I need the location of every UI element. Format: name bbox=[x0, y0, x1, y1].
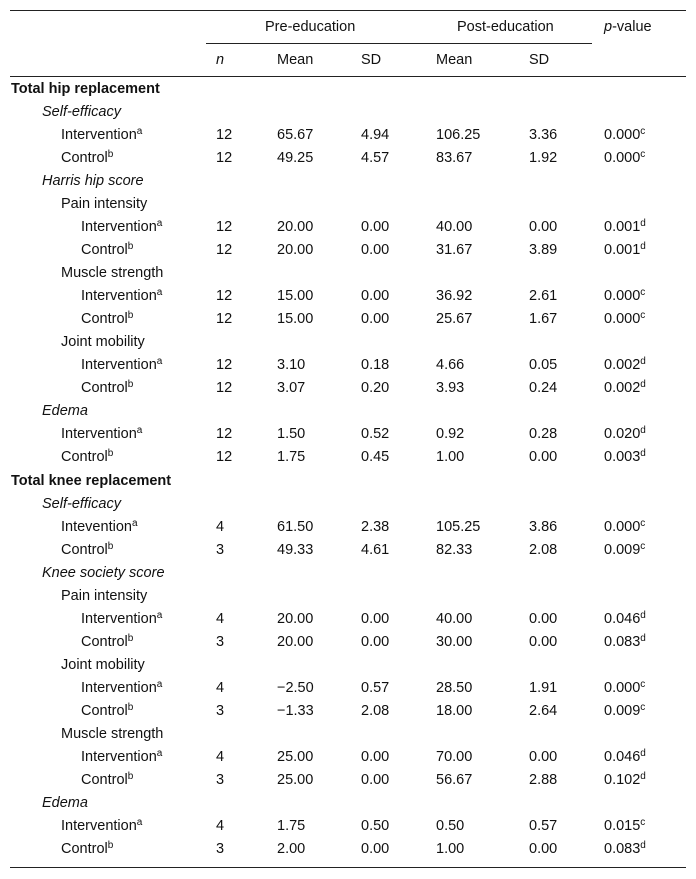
row-label bbox=[81, 701, 133, 721]
cell-post-mean: 18.00 bbox=[436, 703, 473, 719]
p-value-text: 0.000 bbox=[604, 311, 641, 327]
p-value-text: 0.015 bbox=[604, 818, 641, 834]
cell-pre-sd: 0.57 bbox=[361, 680, 390, 696]
cell-pre-sd: 0.00 bbox=[361, 749, 390, 765]
row-label-text: Total hip replacement bbox=[11, 81, 160, 97]
row-label bbox=[61, 424, 142, 444]
row-label bbox=[11, 79, 160, 99]
row-label-superscript: a bbox=[156, 356, 163, 367]
row-label bbox=[11, 471, 171, 491]
cell-post-mean: 105.25 bbox=[436, 519, 481, 535]
row-label-superscript: b bbox=[107, 448, 114, 459]
row-label-text: Muscle strength bbox=[61, 726, 164, 742]
row-label bbox=[61, 194, 147, 214]
p-value-superscript: d bbox=[640, 448, 646, 459]
row-label bbox=[81, 747, 162, 767]
row-label-superscript: b bbox=[127, 633, 134, 644]
cell-post-mean: 28.50 bbox=[436, 680, 473, 696]
cell-pre-mean: −1.33 bbox=[277, 703, 314, 719]
cell-p-value bbox=[604, 217, 646, 237]
cell-post-sd: 0.57 bbox=[529, 818, 558, 834]
cell-p-value bbox=[604, 839, 646, 859]
cell-post-sd: 0.00 bbox=[529, 749, 558, 765]
header-pre-sd: SD bbox=[361, 52, 382, 68]
p-value-text: 0.000 bbox=[604, 150, 641, 166]
p-value-text: 0.020 bbox=[604, 426, 641, 442]
header-post-education: Post-education bbox=[457, 19, 554, 35]
cell-post-mean: 0.92 bbox=[436, 426, 465, 442]
cell-pre-sd: 0.00 bbox=[361, 311, 390, 327]
p-value-superscript: d bbox=[640, 633, 646, 644]
cell-post-mean: 25.67 bbox=[436, 311, 473, 327]
cell-pre-mean: 3.10 bbox=[277, 357, 306, 373]
cell-pre-sd: 0.52 bbox=[361, 426, 390, 442]
row-label-text: Intervention bbox=[81, 680, 157, 696]
row-label bbox=[81, 770, 133, 790]
row-label-text: Control bbox=[81, 703, 128, 719]
cell-pre-sd: 0.00 bbox=[361, 242, 390, 258]
cell-post-sd: 0.00 bbox=[529, 841, 558, 857]
cell-p-value bbox=[604, 816, 645, 836]
cell-p-value bbox=[604, 424, 646, 444]
row-label bbox=[81, 609, 162, 629]
cell-p-value bbox=[604, 632, 646, 652]
cell-p-value bbox=[604, 447, 646, 467]
row-label-superscript: a bbox=[131, 518, 138, 529]
row-label-text: Control bbox=[61, 542, 108, 558]
p-value-superscript: d bbox=[640, 241, 646, 252]
p-value-superscript: c bbox=[640, 817, 646, 828]
cell-pre-sd: 0.50 bbox=[361, 818, 390, 834]
cell-pre-sd: 0.00 bbox=[361, 634, 390, 650]
header-spanner-rule bbox=[206, 43, 592, 44]
cell-post-sd: 0.00 bbox=[529, 219, 558, 235]
cell-post-sd: 3.86 bbox=[529, 519, 558, 535]
cell-pre-sd: 2.08 bbox=[361, 703, 390, 719]
cell-pre-mean: 20.00 bbox=[277, 219, 314, 235]
cell-n: 3 bbox=[216, 634, 225, 650]
row-label-text: Intervention bbox=[81, 219, 157, 235]
cell-pre-mean: 15.00 bbox=[277, 288, 314, 304]
row-label bbox=[42, 102, 121, 122]
cell-post-mean: 3.93 bbox=[436, 380, 465, 396]
cell-post-sd: 3.89 bbox=[529, 242, 558, 258]
row-label-text: Joint mobility bbox=[61, 657, 145, 673]
cell-pre-mean: 20.00 bbox=[277, 611, 314, 627]
row-label-superscript: b bbox=[127, 771, 134, 782]
row-label-text: Joint mobility bbox=[61, 334, 145, 350]
cell-post-sd: 1.67 bbox=[529, 311, 558, 327]
cell-p-value bbox=[604, 770, 646, 790]
row-label bbox=[81, 240, 133, 260]
p-value-text: 0.083 bbox=[604, 841, 641, 857]
p-value-superscript: c bbox=[640, 518, 646, 529]
p-value-superscript: c bbox=[640, 287, 646, 298]
row-label-text: Intervention bbox=[81, 288, 157, 304]
cell-p-value bbox=[604, 125, 645, 145]
cell-post-sd: 0.00 bbox=[529, 449, 558, 465]
cell-n: 3 bbox=[216, 703, 225, 719]
row-label-superscript: a bbox=[156, 679, 163, 690]
row-label-text: Intervention bbox=[81, 611, 157, 627]
row-label-text: Total knee replacement bbox=[11, 473, 172, 489]
cell-pre-mean: 20.00 bbox=[277, 634, 314, 650]
cell-post-sd: 0.28 bbox=[529, 426, 558, 442]
cell-pre-mean: −2.50 bbox=[277, 680, 314, 696]
row-label-text: Control bbox=[61, 150, 108, 166]
cell-p-value bbox=[604, 240, 646, 260]
cell-pre-mean: 25.00 bbox=[277, 749, 314, 765]
row-label bbox=[61, 332, 145, 352]
cell-n: 4 bbox=[216, 611, 225, 627]
row-label bbox=[61, 447, 113, 467]
cell-post-sd: 2.61 bbox=[529, 288, 558, 304]
p-value-text: 0.003 bbox=[604, 449, 641, 465]
cell-pre-sd: 0.20 bbox=[361, 380, 390, 396]
row-label-superscript: a bbox=[136, 817, 143, 828]
row-label-text: Control bbox=[61, 841, 108, 857]
cell-pre-mean: 20.00 bbox=[277, 242, 314, 258]
cell-pre-mean: 2.00 bbox=[277, 841, 306, 857]
row-label-text: Harris hip score bbox=[42, 173, 144, 189]
cell-post-sd: 0.00 bbox=[529, 611, 558, 627]
p-value-superscript: c bbox=[640, 126, 646, 137]
cell-pre-mean: 49.25 bbox=[277, 150, 314, 166]
cell-pre-sd: 4.61 bbox=[361, 542, 390, 558]
cell-n: 12 bbox=[216, 426, 233, 442]
row-label-superscript: a bbox=[156, 610, 163, 621]
cell-post-mean: 56.67 bbox=[436, 772, 473, 788]
p-value-superscript: c bbox=[640, 679, 646, 690]
cell-p-value bbox=[604, 148, 645, 168]
cell-n: 3 bbox=[216, 772, 225, 788]
p-value-superscript: c bbox=[640, 149, 646, 160]
row-label-text: Self-efficacy bbox=[42, 496, 121, 512]
header-p-rest: -value bbox=[612, 19, 652, 35]
row-label bbox=[61, 517, 138, 537]
row-label-text: Pain intensity bbox=[61, 588, 148, 604]
cell-post-mean: 1.00 bbox=[436, 449, 465, 465]
cell-post-sd: 2.88 bbox=[529, 772, 558, 788]
cell-pre-sd: 0.00 bbox=[361, 841, 390, 857]
row-label bbox=[81, 678, 162, 698]
row-label-superscript: a bbox=[156, 748, 163, 759]
row-label-text: Control bbox=[81, 380, 128, 396]
cell-p-value bbox=[604, 309, 645, 329]
row-label-superscript: a bbox=[156, 287, 163, 298]
p-value-superscript: d bbox=[640, 379, 646, 390]
cell-post-sd: 3.36 bbox=[529, 127, 558, 143]
p-value-text: 0.000 bbox=[604, 288, 641, 304]
cell-post-mean: 70.00 bbox=[436, 749, 473, 765]
cell-n: 12 bbox=[216, 449, 233, 465]
cell-pre-mean: 61.50 bbox=[277, 519, 314, 535]
cell-post-mean: 106.25 bbox=[436, 127, 481, 143]
cell-n: 12 bbox=[216, 242, 233, 258]
bottom-rule bbox=[10, 867, 686, 868]
p-value-superscript: d bbox=[640, 748, 646, 759]
p-value-text: 0.009 bbox=[604, 703, 641, 719]
p-value-text: 0.046 bbox=[604, 749, 641, 765]
p-value-text: 0.002 bbox=[604, 380, 641, 396]
cell-pre-mean: 1.75 bbox=[277, 818, 306, 834]
cell-n: 12 bbox=[216, 288, 233, 304]
cell-post-sd: 2.08 bbox=[529, 542, 558, 558]
cell-post-mean: 30.00 bbox=[436, 634, 473, 650]
row-label bbox=[81, 309, 133, 329]
cell-n: 12 bbox=[216, 127, 233, 143]
p-value-superscript: d bbox=[640, 840, 646, 851]
cell-n: 4 bbox=[216, 818, 225, 834]
row-label-text: Control bbox=[81, 772, 128, 788]
cell-post-mean: 1.00 bbox=[436, 841, 465, 857]
row-label-superscript: a bbox=[156, 218, 163, 229]
p-value-superscript: c bbox=[640, 310, 646, 321]
p-value-superscript: d bbox=[640, 425, 646, 436]
row-label bbox=[42, 793, 88, 813]
cell-n: 12 bbox=[216, 311, 233, 327]
row-label bbox=[61, 263, 163, 283]
row-label bbox=[81, 632, 133, 652]
row-label-superscript: b bbox=[107, 149, 114, 160]
cell-p-value bbox=[604, 747, 646, 767]
cell-pre-mean: 49.33 bbox=[277, 542, 314, 558]
row-label bbox=[42, 494, 121, 514]
cell-pre-mean: 3.07 bbox=[277, 380, 306, 396]
cell-post-sd: 0.00 bbox=[529, 634, 558, 650]
row-label-text: Muscle strength bbox=[61, 265, 164, 281]
cell-pre-mean: 25.00 bbox=[277, 772, 314, 788]
p-value-text: 0.009 bbox=[604, 542, 641, 558]
cell-post-sd: 1.92 bbox=[529, 150, 558, 166]
cell-post-sd: 0.24 bbox=[529, 380, 558, 396]
cell-pre-mean: 1.75 bbox=[277, 449, 306, 465]
row-label bbox=[61, 816, 142, 836]
row-label-text: Self-efficacy bbox=[42, 104, 121, 120]
row-label bbox=[81, 286, 162, 306]
row-label-text: Intervention bbox=[81, 749, 157, 765]
cell-pre-sd: 4.57 bbox=[361, 150, 390, 166]
cell-post-mean: 83.67 bbox=[436, 150, 473, 166]
p-value-text: 0.001 bbox=[604, 242, 641, 258]
row-label-superscript: b bbox=[127, 241, 134, 252]
cell-post-mean: 4.66 bbox=[436, 357, 465, 373]
row-label bbox=[61, 839, 113, 859]
p-value-text: 0.000 bbox=[604, 680, 641, 696]
cell-n: 12 bbox=[216, 357, 233, 373]
row-label-superscript: b bbox=[127, 379, 134, 390]
p-value-superscript: c bbox=[640, 541, 646, 552]
p-value-text: 0.000 bbox=[604, 519, 641, 535]
row-label-text: Control bbox=[81, 311, 128, 327]
row-label-text: Control bbox=[81, 634, 128, 650]
cell-pre-sd: 0.00 bbox=[361, 288, 390, 304]
cell-post-mean: 36.92 bbox=[436, 288, 473, 304]
row-label bbox=[61, 148, 113, 168]
cell-n: 4 bbox=[216, 749, 225, 765]
cell-p-value bbox=[604, 609, 646, 629]
p-value-superscript: d bbox=[640, 610, 646, 621]
cell-p-value bbox=[604, 517, 645, 537]
cell-n: 4 bbox=[216, 519, 225, 535]
cell-n: 12 bbox=[216, 150, 233, 166]
header-bottom-rule bbox=[10, 76, 686, 77]
row-label bbox=[42, 401, 88, 421]
row-label bbox=[61, 586, 147, 606]
cell-post-mean: 31.67 bbox=[436, 242, 473, 258]
row-label bbox=[81, 217, 162, 237]
cell-pre-sd: 2.38 bbox=[361, 519, 390, 535]
cell-pre-sd: 0.45 bbox=[361, 449, 390, 465]
p-value-text: 0.102 bbox=[604, 772, 641, 788]
row-label-text: Pain intensity bbox=[61, 196, 148, 212]
row-label bbox=[61, 724, 163, 744]
cell-pre-mean: 1.50 bbox=[277, 426, 306, 442]
cell-p-value bbox=[604, 540, 645, 560]
cell-n: 4 bbox=[216, 680, 225, 696]
header-p-value bbox=[604, 17, 652, 37]
cell-p-value bbox=[604, 378, 646, 398]
row-label bbox=[61, 125, 142, 145]
header-pre-education: Pre-education bbox=[265, 19, 356, 35]
row-label bbox=[42, 171, 144, 191]
row-label-superscript: a bbox=[136, 126, 143, 137]
row-label bbox=[61, 655, 145, 675]
cell-n: 3 bbox=[216, 542, 225, 558]
row-label-text: Edema bbox=[42, 403, 88, 419]
cell-n: 12 bbox=[216, 380, 233, 396]
row-label-superscript: b bbox=[127, 702, 134, 713]
p-value-text: 0.000 bbox=[604, 127, 641, 143]
cell-pre-sd: 0.18 bbox=[361, 357, 390, 373]
cell-post-sd: 0.05 bbox=[529, 357, 558, 373]
cell-pre-sd: 4.94 bbox=[361, 127, 390, 143]
cell-p-value bbox=[604, 678, 645, 698]
cell-n: 3 bbox=[216, 841, 225, 857]
cell-pre-sd: 0.00 bbox=[361, 219, 390, 235]
row-label-text: Intervention bbox=[81, 357, 157, 373]
cell-n: 12 bbox=[216, 219, 233, 235]
cell-p-value bbox=[604, 701, 645, 721]
row-label bbox=[81, 355, 162, 375]
cell-pre-sd: 0.00 bbox=[361, 611, 390, 627]
cell-post-mean: 40.00 bbox=[436, 611, 473, 627]
row-label bbox=[81, 378, 133, 398]
p-value-superscript: c bbox=[640, 702, 646, 713]
row-label-text: Control bbox=[61, 449, 108, 465]
row-label-text: Intevention bbox=[61, 519, 132, 535]
row-label bbox=[61, 540, 113, 560]
row-label-text: Knee society score bbox=[42, 565, 165, 581]
cell-pre-mean: 15.00 bbox=[277, 311, 314, 327]
cell-p-value bbox=[604, 355, 646, 375]
row-label-text: Intervention bbox=[61, 426, 137, 442]
header-n: n bbox=[216, 52, 225, 68]
header-p-italic: p bbox=[604, 19, 613, 35]
row-label-text: Control bbox=[81, 242, 128, 258]
row-label bbox=[42, 563, 165, 583]
cell-post-mean: 82.33 bbox=[436, 542, 473, 558]
header-pre-mean: Mean bbox=[277, 52, 314, 68]
cell-post-sd: 1.91 bbox=[529, 680, 558, 696]
cell-pre-sd: 0.00 bbox=[361, 772, 390, 788]
p-value-text: 0.046 bbox=[604, 611, 641, 627]
row-label-superscript: b bbox=[127, 310, 134, 321]
row-label-text: Edema bbox=[42, 795, 88, 811]
p-value-text: 0.001 bbox=[604, 219, 641, 235]
row-label-superscript: a bbox=[136, 425, 143, 436]
row-label-superscript: b bbox=[107, 541, 114, 552]
cell-post-sd: 2.64 bbox=[529, 703, 558, 719]
cell-pre-mean: 65.67 bbox=[277, 127, 314, 143]
p-value-text: 0.002 bbox=[604, 357, 641, 373]
header-post-mean: Mean bbox=[436, 52, 473, 68]
cell-p-value bbox=[604, 286, 645, 306]
p-value-text: 0.083 bbox=[604, 634, 641, 650]
cell-post-mean: 40.00 bbox=[436, 219, 473, 235]
p-value-superscript: d bbox=[640, 218, 646, 229]
top-rule bbox=[10, 10, 686, 11]
row-label-superscript: b bbox=[107, 840, 114, 851]
cell-post-mean: 0.50 bbox=[436, 818, 465, 834]
p-value-superscript: d bbox=[640, 356, 646, 367]
row-label-text: Intervention bbox=[61, 127, 137, 143]
row-label-text: Intervention bbox=[61, 818, 137, 834]
p-value-superscript: d bbox=[640, 771, 646, 782]
header-post-sd: SD bbox=[529, 52, 550, 68]
